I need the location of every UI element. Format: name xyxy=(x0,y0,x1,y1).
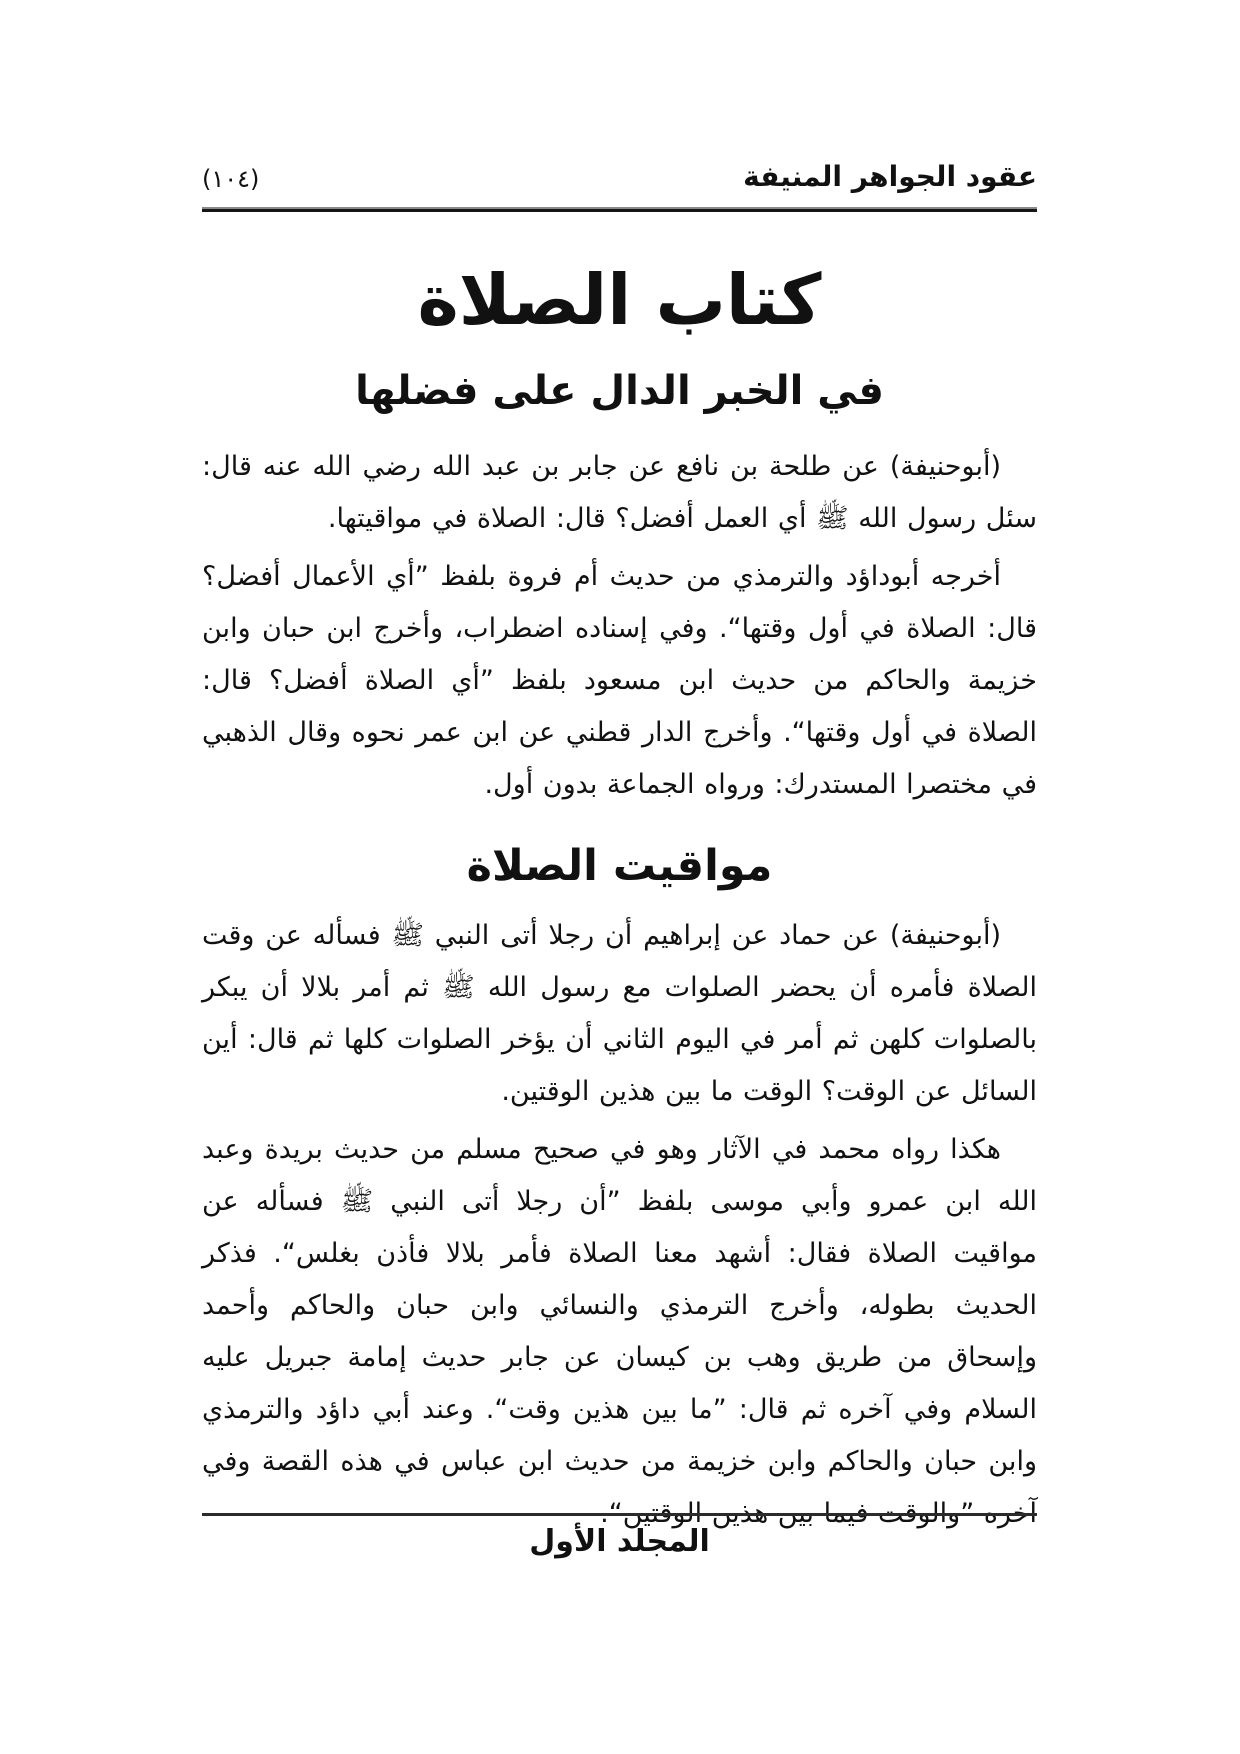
paragraph: (أبوحنيفة) عن حماد عن إبراهيم أن رجلا أتى النبي ﷺ فسأله عن وقت الصلاة فأمره أن يحضر الصلوات مع رسول الله ﷺ ثم أمر بلالا أن يبكر بالصلوات كلهن ثم أمر في اليوم الثاني أن يؤخر الصلوات كلها ثم قال: أين السائل عن الوقت؟ الوقت ما بين هذين الوقتين. xyxy=(202,920,1037,1108)
paragraph: (أبوحنيفة) عن طلحة بن نافع عن جابر بن عبد الله رضي الله عنه قال: سئل رسول الله ﷺ أي العمل أفضل؟ قال: الصلاة في مواقيتها. xyxy=(202,450,1037,534)
footer-rule-divider xyxy=(202,1513,1037,1516)
running-book-title: عقود الجواهر المنيفة xyxy=(743,160,1037,193)
page-header xyxy=(202,160,1037,193)
header-rule-divider xyxy=(202,207,1037,212)
section-heading-virtue-of-prayer: في الخبر الدال على فضلها xyxy=(355,367,884,414)
section-heading-prayer-times: مواقيت الصلاة xyxy=(466,840,773,891)
chapter-title: كتاب الصلاة xyxy=(417,259,822,341)
page-footer xyxy=(202,1513,1037,1559)
paragraph: أخرجه أبوداؤد والترمذي من حديث أم فروة بلفظ ”أي الأعمال أفضل؟ قال: الصلاة في أول وقتها“. وفي إسناده اضطراب، وأخرج ابن حبان وابن خزيمة والحاكم من حديث ابن مسعود بلفظ ”أي الصلاة أفضل؟ قال: الصلاة في أول وقتها“. وأخرج الدار قطني عن ابن عمر نحوه وقال الذهبي في مختصرا المستدرك: ورواه الجماعة بدون أول. xyxy=(202,560,1037,800)
volume-label: المجلد الأول xyxy=(529,1524,710,1559)
content-column xyxy=(202,0,1037,1546)
page-number: (١٠٤) xyxy=(202,165,260,193)
paragraph: هكذا رواه محمد في الآثار وهو في صحيح مسلم من حديث بريدة وعبد الله ابن عمرو وأبي موسى بلفظ ”أن رجلا أتى النبي ﷺ فسأله عن مواقيت الصلاة فقال: أشهد معنا الصلاة فأمر بلالا فأذن بغلس“. فذكر الحديث بطوله، وأخرج الترمذي والنسائي وابن حبان والحاكم وأحمد وإسحاق من طريق وهب بن كيسان عن جابر حديث إمامة جبريل عليه السلام وفي آخره ثم قال: ”ما بين هذين وقت“. وعند أبي داؤد والترمذي وابن حبان والحاكم وابن خزيمة من حديث ابن عباس في هذه القصة وفي آخره ”والوقت فيما بين هذين الوقتين“. xyxy=(202,1134,1037,1530)
body-text xyxy=(202,441,1037,1541)
